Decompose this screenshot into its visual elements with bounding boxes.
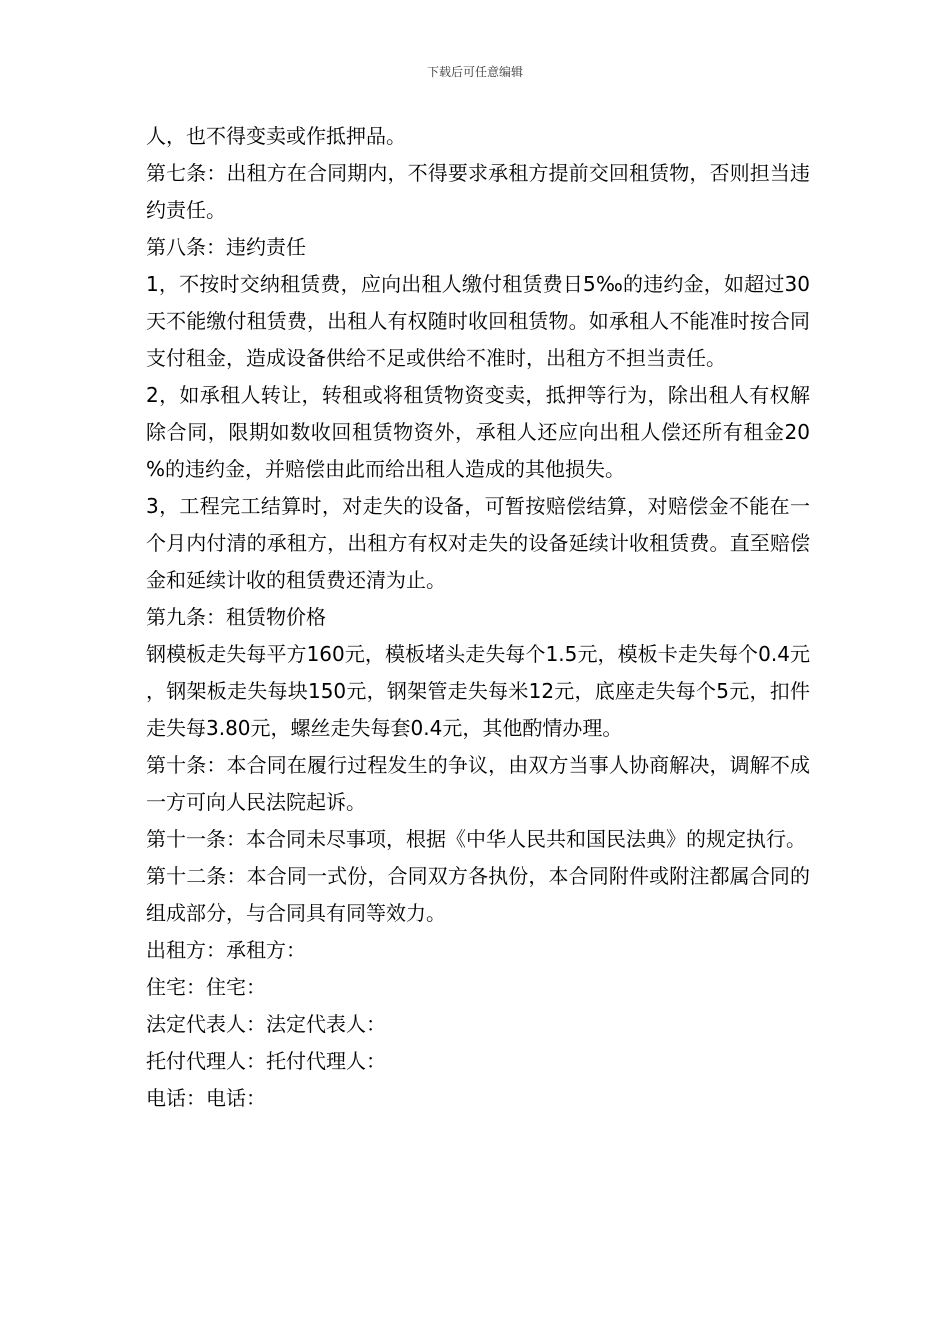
paragraph-10: 第十一条：本合同未尽事项，根据《中华人民共和国民法典》的规定执行。	[146, 827, 806, 851]
paragraph-5: 2，如承租人转让，转租或将租赁物资变卖，抵押等行为，除出租人有权解除合同，限期如数收回租赁物资外，承租人还应向出租人偿还所有租金20%的违约金，并赔偿由此而给出租人造成的其他损失。	[146, 383, 810, 481]
paragraph-11: 第十二条：本合同一式份，合同双方各执份，本合同附件或附注都属合同的组成部分，与合同具有同等效力。	[146, 864, 810, 925]
paragraph-6: 3，工程完工结算时，对走失的设备，可暂按赔偿结算，对赔偿金不能在一个月内付清的承租方，出租方有权对走失的设备延续计收租赁费。直至赔偿金和延续计收的租赁费还清为止。	[146, 494, 810, 592]
paragraph-14: 法定代表人：法定代表人：	[146, 1012, 386, 1036]
paragraph-9: 第十条：本合同在履行过程发生的争议，由双方当事人协商解决，调解不成一方可向人民法院起诉。	[146, 753, 810, 814]
paragraph-12: 出租方：承租方：	[146, 938, 306, 962]
paragraph-3: 第八条：违约责任	[146, 235, 306, 259]
contract-body	[146, 118, 810, 1117]
paragraph-15: 托付代理人：托付代理人：	[146, 1049, 386, 1073]
paragraph-16: 电话：电话：	[146, 1086, 266, 1110]
paragraph-13: 住宅：住宅：	[146, 975, 266, 999]
paragraph-4: 1，不按时交纳租赁费，应向出租人缴付租赁费日5‰的违约金，如超过30天不能缴付租赁费，出租人有权随时收回租赁物。如承租人不能准时按合同支付租金，造成设备供给不足或供给不准时，出租方不担当责任。	[146, 272, 810, 370]
paragraph-8: 钢模板走失每平方160元，模板堵头走失每个1.5元，模板卡走失每个0.4元，钢架板走失每块150元，钢架管走失每米12元，底座走失每个5元，扣件走失每3.80元，螺丝走失每套0.4元，其他酌情办理。	[146, 642, 810, 740]
page-header: 下载后可任意编辑	[426, 65, 523, 79]
paragraph-1: 人，也不得变卖或作抵押品。	[146, 124, 406, 148]
paragraph-7: 第九条：租赁物价格	[146, 605, 326, 629]
paragraph-2: 第七条：出租方在合同期内，不得要求承租方提前交回租赁物，否则担当违约责任。	[146, 161, 810, 222]
